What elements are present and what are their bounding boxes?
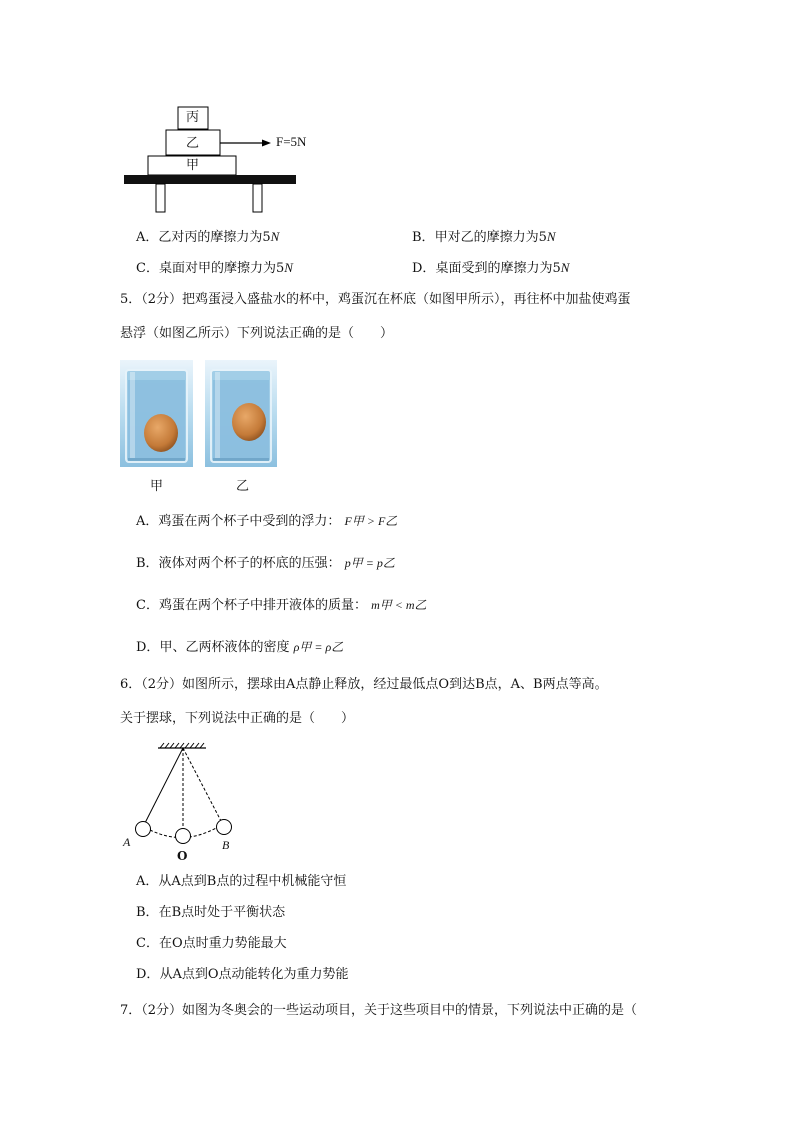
- q6-option-a[interactable]: [136, 873, 346, 891]
- q6-option-b[interactable]: [136, 904, 285, 922]
- q6-stem-line2: 关于摆球，下列说法中正确的是（ ）: [120, 711, 355, 726]
- q6-option-d[interactable]: [136, 966, 348, 984]
- q4-option-b-text: 甲对乙的摩擦力为5: [434, 230, 547, 245]
- q5-option-a-letter: A．: [136, 514, 159, 529]
- q5-option-a[interactable]: [136, 512, 397, 531]
- q4-option-c-letter: C．: [136, 261, 159, 276]
- q6-option-a-text: 从A点到B点的过程中机械能守恒: [158, 874, 347, 889]
- q5-stem-line1: 5．（2分）把鸡蛋浸入盛盐水的杯中，鸡蛋沉在杯底（如图甲所示），再往杯中加盐使鸡蛋: [120, 292, 631, 307]
- q4-option-d-unit: N: [560, 260, 570, 275]
- ball-o: [176, 829, 191, 844]
- label-b: B: [222, 838, 230, 852]
- q4-option-c-text: 桌面对甲的摩擦力为5: [158, 261, 285, 276]
- q5-option-d-text: 甲、乙两杯液体的密度: [159, 640, 290, 655]
- egg-suspended: [232, 403, 266, 441]
- q5-option-b[interactable]: [136, 554, 395, 573]
- force-arrow-head: [262, 140, 271, 147]
- ball-b: [217, 820, 232, 835]
- egg-sunk: [144, 414, 178, 452]
- q4-option-c[interactable]: [136, 259, 293, 278]
- block-yi-label: 乙: [186, 136, 200, 151]
- stacked-blocks-diagram: [120, 100, 330, 216]
- q4-option-a-text: 乙对丙的摩擦力为5: [158, 230, 271, 245]
- q4-option-b-unit: N: [546, 229, 556, 244]
- force-label: F=5N: [276, 134, 307, 149]
- ball-a: [136, 822, 151, 837]
- q5-option-a-text: 鸡蛋在两个杯子中受到的浮力：: [158, 514, 341, 529]
- q4-option-d-text: 桌面受到的摩擦力为5: [435, 261, 561, 276]
- q6-option-c-text: 在O点时重力势能最大: [158, 936, 287, 951]
- caption-yi: 乙: [236, 479, 250, 494]
- q5-option-a-formula: F甲 > F乙: [344, 514, 398, 528]
- caption-jia: 甲: [150, 479, 164, 494]
- pendulum-figure: [118, 742, 248, 864]
- q6-option-b-letter: B．: [136, 905, 159, 920]
- q5-option-d-letter: D．: [136, 640, 160, 655]
- block-jia-label: 甲: [186, 158, 200, 173]
- beaker-photo-jia: [120, 360, 193, 467]
- q6-option-d-text: 从A点到O点动能转化为重力势能: [159, 967, 349, 982]
- string-b: [183, 748, 221, 821]
- q5-option-b-letter: B．: [136, 556, 159, 571]
- string-a: [145, 748, 183, 823]
- stacked-blocks-figure: [120, 100, 330, 216]
- q5-option-c-text: 鸡蛋在两个杯子中排开液体的质量：: [158, 598, 367, 613]
- block-bing-label: 丙: [186, 110, 200, 125]
- ceiling-hatch: [160, 743, 204, 748]
- table-leg-right: [253, 184, 262, 212]
- q4-option-a-letter: A．: [136, 230, 159, 245]
- table-leg-left: [156, 184, 165, 212]
- q5-option-b-formula: p甲 = p乙: [344, 556, 395, 570]
- q6-option-d-letter: D．: [136, 967, 160, 982]
- q5-stem-line2: 悬浮（如图乙所示）下列说法正确的是（ ）: [120, 326, 394, 341]
- q5-option-c[interactable]: [136, 596, 427, 615]
- q6-stem-line1: 6．（2分）如图所示，摆球由A点静止释放，经过最低点O到达B点，A、B两点等高。: [120, 677, 608, 692]
- q7-stem-line1: 7．（2分）如图为冬奥会的一些运动项目，关于这些项目中的情景，下列说法中正确的是（: [120, 1003, 638, 1018]
- q4-option-c-unit: N: [284, 260, 293, 275]
- q6-option-a-letter: A．: [136, 874, 159, 889]
- q4-option-a-unit: N: [270, 229, 280, 244]
- q5-option-c-formula: m甲 < m乙: [371, 598, 427, 612]
- q6-option-c-letter: C．: [136, 936, 159, 951]
- q4-option-b-letter: B．: [412, 230, 435, 245]
- q4-option-d[interactable]: [412, 259, 569, 278]
- beaker-photo-yi: [205, 360, 277, 467]
- q6-option-c[interactable]: [136, 935, 287, 953]
- label-o: O: [177, 849, 188, 863]
- q5-option-d-formula: ρ甲 = ρ乙: [293, 640, 344, 654]
- q5-option-d[interactable]: [136, 638, 343, 657]
- q4-option-a[interactable]: [136, 228, 279, 247]
- label-a: A: [123, 835, 131, 849]
- q4-option-b[interactable]: [412, 228, 556, 247]
- table-top: [124, 175, 296, 184]
- q4-option-d-letter: D．: [412, 261, 436, 276]
- q6-option-b-text: 在B点时处于平衡状态: [158, 905, 286, 920]
- q5-option-c-letter: C．: [136, 598, 159, 613]
- q5-option-b-text: 液体对两个杯子的杯底的压强：: [158, 556, 341, 571]
